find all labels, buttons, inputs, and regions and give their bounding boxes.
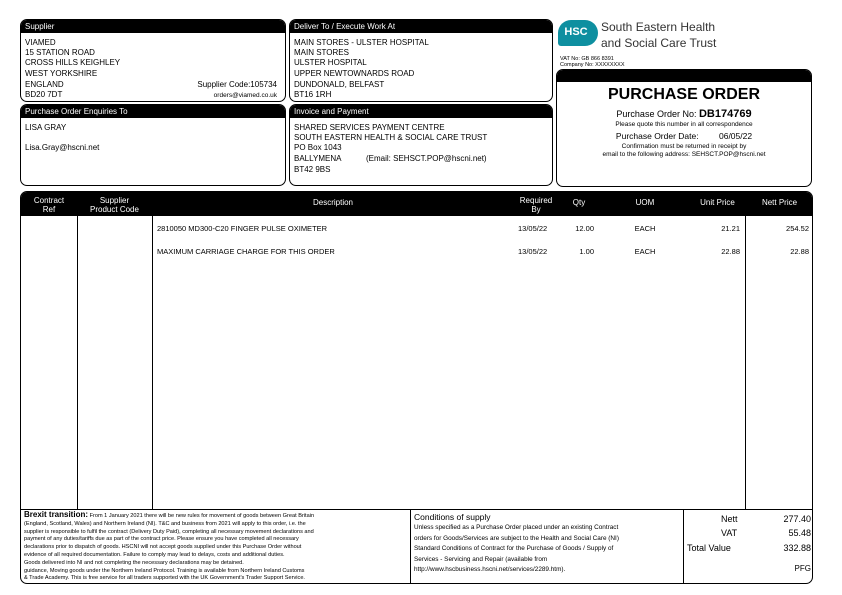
po-heading: PURCHASE ORDER bbox=[607, 86, 760, 103]
deliver-to-header: Deliver To / Execute Work At bbox=[290, 20, 552, 33]
nett-value: 277.40 bbox=[783, 514, 811, 524]
row-required-by: 13/05/22 bbox=[518, 224, 548, 233]
hsc-badge: HSC bbox=[564, 26, 588, 38]
row-uom: EACH bbox=[634, 224, 656, 233]
deliver-line: ULSTER HOSPITAL bbox=[294, 58, 367, 67]
conditions-line: Services - Servicing and Repair (available from bbox=[414, 555, 548, 563]
panel-top-bar bbox=[557, 70, 811, 82]
conditions-line: orders for Goods/Services are subject to the Health and Social Care (NI) bbox=[414, 534, 619, 542]
po-date-row bbox=[557, 131, 811, 141]
enquiries-email[interactable]: Lisa.Gray@hscni.net bbox=[25, 143, 100, 152]
invoice-line: BT42 9BS bbox=[294, 165, 331, 174]
brexit-line: evidence of all required documentation. Failure to comply may lead to delays, costs and additional duties. bbox=[24, 551, 285, 558]
brexit-line: (England, Scotland, Wales) and Northern Ireland (NI). T&C and business from 2021 will apply to this order, i.e. the bbox=[24, 520, 306, 527]
purchase-order-panel bbox=[556, 69, 812, 187]
row-qty: 1.00 bbox=[579, 247, 594, 256]
conditions-line: Unless specified as a Purchase Order placed under an existing Contract bbox=[414, 524, 619, 531]
supplier-line: 15 STATION ROAD bbox=[25, 48, 95, 57]
deliver-line: MAIN STORES bbox=[294, 48, 349, 57]
supplier-line: WEST YORKSHIRE bbox=[25, 69, 98, 78]
conditions-of-supply bbox=[414, 512, 682, 576]
enquiries-header: Purchase Order Enquiries To bbox=[21, 105, 285, 118]
po-number-label: Purchase Order No: bbox=[616, 109, 697, 119]
po-number: DB174769 bbox=[698, 108, 752, 120]
total-label: Total Value bbox=[687, 543, 731, 553]
supplier-panel bbox=[20, 19, 286, 102]
footer-divider bbox=[21, 509, 812, 510]
hsc-logo bbox=[558, 20, 598, 46]
row-uom: EACH bbox=[634, 247, 656, 256]
header-uom: UOM bbox=[635, 198, 655, 207]
deliver-line: UPPER NEWTOWNARDS ROAD bbox=[294, 69, 415, 78]
company-number: Company No: XXXXXXXX bbox=[560, 62, 625, 68]
header-nett-price: Nett Price bbox=[761, 198, 798, 207]
invoice-line: PO Box 1043 bbox=[294, 143, 342, 152]
deliver-line: DUNDONALD, BELFAST bbox=[294, 80, 385, 89]
brexit-line: supplier is responsible to fulfil the contract (Delivery Duty Paid), completing all necessary movement declarations and bbox=[24, 528, 314, 535]
po-quote-note: Please quote this number in all correspondence bbox=[615, 121, 753, 128]
trust-name-line1: South Eastern Health bbox=[601, 20, 716, 34]
enquiries-name: LISA GRAY bbox=[25, 123, 67, 132]
conditions-line: Standard Conditions of Contract for the Purchase of Goods / Supply of bbox=[414, 545, 614, 552]
vat-label: VAT bbox=[721, 528, 738, 538]
supplier-line: BD20 7DT bbox=[25, 90, 63, 99]
row-nett-price: 254.52 bbox=[786, 224, 809, 233]
enquiries-panel bbox=[20, 104, 286, 186]
invoice-header: Invoice and Payment bbox=[290, 105, 552, 118]
brexit-line: payment of any duties/tariffs due as part of the contract price. Please ensure you have completed all necessary bbox=[24, 536, 299, 543]
page-reference: PFG bbox=[794, 564, 811, 573]
supplier-email[interactable]: orders@viamed.co.uk bbox=[213, 92, 277, 99]
po-return-note: Confirmation must be returned in receipt by bbox=[621, 143, 747, 150]
column-divider bbox=[745, 216, 746, 509]
invoice-line: SHARED SERVICES PAYMENT CENTRE bbox=[294, 123, 445, 132]
row-qty: 12.00 bbox=[575, 224, 594, 233]
row-description: MAXIMUM CARRIAGE CHARGE FOR THIS ORDER bbox=[157, 247, 335, 256]
row-unit-price: 22.88 bbox=[721, 247, 740, 256]
invoice-line: BALLYMENA bbox=[294, 154, 342, 163]
brexit-line: guidance, Moving goods under the Northern Ireland Protocol. Training is available from Northern Ireland Customs bbox=[24, 567, 305, 574]
row-required-by: 13/05/22 bbox=[518, 247, 548, 256]
header-supplier-code: Supplier Product Code bbox=[90, 196, 139, 214]
brexit-line: Goods delivered into NI and not completing the necessary declarations may be detained. bbox=[24, 559, 244, 566]
po-date: 06/05/22 bbox=[718, 131, 753, 141]
total-value: 332.88 bbox=[783, 543, 811, 553]
brexit-line: From 1 January 2021 there will be new rules for movement of goods between Great Britain bbox=[89, 513, 315, 519]
line-items-table bbox=[20, 191, 813, 584]
header-required-by: Required By bbox=[519, 196, 553, 214]
supplier-code: Supplier Code:105734 bbox=[197, 80, 277, 89]
brexit-line: & Trade Academy. This is free service for all traders supported with the UK Government's Trader Support Service. bbox=[24, 575, 305, 582]
vat-value: 55.48 bbox=[788, 528, 811, 538]
row-nett-price: 22.88 bbox=[790, 247, 809, 256]
invoice-panel bbox=[289, 104, 553, 186]
brexit-notice bbox=[24, 511, 408, 583]
brexit-title: Brexit transition: bbox=[24, 511, 89, 519]
header-description: Description bbox=[312, 198, 353, 207]
row-description: 2810050 MD300-C20 FINGER PULSE OXIMETER bbox=[157, 224, 328, 233]
row-unit-price: 21.21 bbox=[721, 224, 740, 233]
column-divider bbox=[77, 216, 78, 509]
deliver-to-panel bbox=[289, 19, 553, 102]
supplier-line: VIAMED bbox=[25, 38, 56, 47]
po-number-row bbox=[557, 109, 811, 120]
header-unit-price: Unit Price bbox=[700, 198, 735, 207]
header-contract-ref: Contract Ref bbox=[33, 196, 65, 214]
deliver-line: MAIN STORES - ULSTER HOSPITAL bbox=[294, 38, 429, 47]
supplier-line: ENGLAND bbox=[25, 80, 64, 89]
deliver-line: BT16 1RH bbox=[294, 90, 332, 99]
header-qty: Qty bbox=[572, 198, 586, 207]
trust-name-line2: and Social Care Trust bbox=[601, 36, 717, 50]
conditions-title: Conditions of supply bbox=[414, 512, 491, 522]
footer-column-divider bbox=[410, 509, 411, 584]
brexit-line: declarations prior to dispatch of goods. HSCNI will not accept goods supplied under this Purchase Order without bbox=[24, 544, 302, 551]
invoice-email: (Email: SEHSCT.POP@hscni.net) bbox=[366, 154, 487, 163]
nett-label: Nett bbox=[721, 514, 738, 524]
po-return-note: email to the following address: SEHSCT.POP@hscni.net bbox=[602, 151, 766, 158]
supplier-header: Supplier bbox=[21, 20, 285, 33]
conditions-link[interactable]: http://www.hscbusiness.hscni.net/services/2289.htm). bbox=[414, 566, 566, 573]
column-divider bbox=[152, 216, 153, 509]
invoice-line: SOUTH EASTERN HEALTH & SOCIAL CARE TRUST bbox=[294, 133, 488, 142]
po-date-label: Purchase Order Date: bbox=[615, 131, 699, 141]
supplier-line: CROSS HILLS KEIGHLEY bbox=[25, 58, 121, 67]
footer-column-divider bbox=[683, 509, 684, 584]
vat-number: VAT No: GB 866 8391 bbox=[560, 56, 614, 62]
